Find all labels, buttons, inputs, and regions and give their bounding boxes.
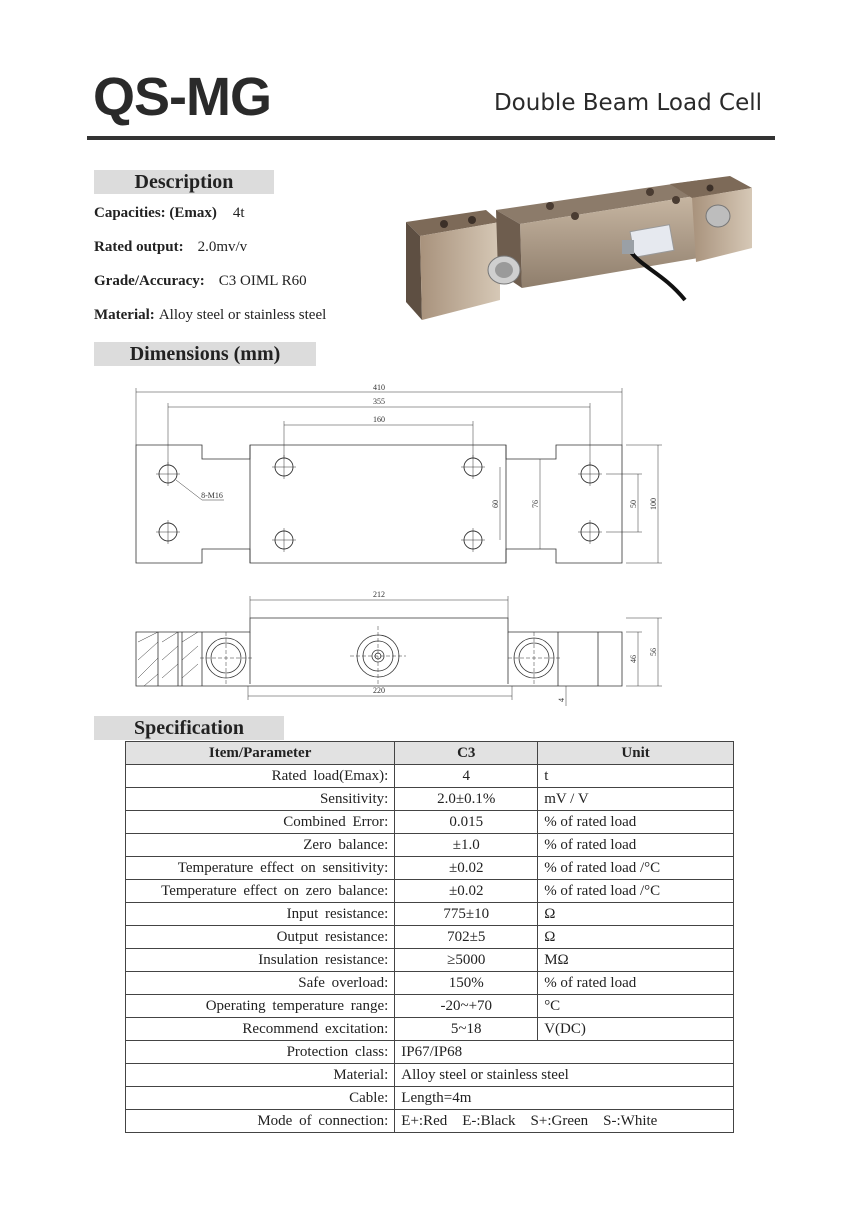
param-cell: Sensitivity:	[126, 788, 395, 811]
merged-value-cell: E+:Red E-:Black S+:Green S-:White	[395, 1110, 734, 1133]
table-row	[126, 834, 734, 857]
dim-50: 50	[629, 500, 638, 508]
merged-value-cell: Alloy steel or stainless steel	[395, 1064, 734, 1087]
dim-410: 410	[373, 383, 385, 392]
desc-value: 4t	[232, 205, 245, 221]
dim-355: 355	[373, 397, 385, 406]
dim-56: 56	[649, 648, 658, 656]
param-cell: Operating temperature range:	[126, 995, 395, 1018]
unit-cell: % of rated load /°C	[538, 880, 734, 903]
value-cell: 702±5	[395, 926, 538, 949]
merged-value-cell: Length=4m	[395, 1087, 734, 1110]
section-description: Description	[94, 170, 274, 194]
dim-160: 160	[373, 415, 385, 424]
value-cell: ±0.02	[395, 880, 538, 903]
value-cell: -20~+70	[395, 995, 538, 1018]
dim-8m16: 8-M16	[201, 491, 223, 500]
unit-cell: % of rated load /°C	[538, 857, 734, 880]
desc-rated-output	[94, 239, 247, 256]
header-item: Item/Parameter	[126, 742, 395, 765]
value-cell: 5~18	[395, 1018, 538, 1041]
table-row	[126, 1041, 734, 1064]
value-cell: 4	[395, 765, 538, 788]
param-cell: Rated load(Emax):	[126, 765, 395, 788]
unit-cell: MΩ	[538, 949, 734, 972]
param-cell: Zero balance:	[126, 834, 395, 857]
section-specification: Specification	[94, 716, 284, 740]
param-cell: Mode of connection:	[126, 1110, 395, 1133]
table-row	[126, 1110, 734, 1133]
unit-cell: °C	[538, 995, 734, 1018]
unit-cell: % of rated load	[538, 972, 734, 995]
desc-label: Capacities: (Emax)	[94, 205, 217, 221]
param-cell: Input resistance:	[126, 903, 395, 926]
dim-212: 212	[373, 590, 385, 599]
spec-table	[125, 741, 734, 1133]
dim-46: 46	[629, 655, 638, 663]
dim-76: 76	[531, 500, 540, 508]
param-cell: Temperature effect on zero balance:	[126, 880, 395, 903]
value-cell: ±1.0	[395, 834, 538, 857]
header-unit: Unit	[538, 742, 734, 765]
header-c3: C3	[395, 742, 538, 765]
unit-cell: V(DC)	[538, 1018, 734, 1041]
table-row	[126, 1018, 734, 1041]
param-cell: Output resistance:	[126, 926, 395, 949]
param-cell: Cable:	[126, 1087, 395, 1110]
table-row	[126, 788, 734, 811]
desc-label: Rated output:	[94, 239, 184, 255]
value-cell: 2.0±0.1%	[395, 788, 538, 811]
desc-capacity	[94, 205, 245, 222]
table-row	[126, 949, 734, 972]
merged-value-cell: IP67/IP68	[395, 1041, 734, 1064]
table-row	[126, 857, 734, 880]
table-row	[126, 903, 734, 926]
desc-label: Grade/Accuracy:	[94, 273, 205, 289]
unit-cell: Ω	[538, 926, 734, 949]
param-cell: Combined Error:	[126, 811, 395, 834]
table-row	[126, 880, 734, 903]
value-cell: 150%	[395, 972, 538, 995]
dim-100: 100	[649, 498, 658, 510]
table-row	[126, 972, 734, 995]
value-cell: 0.015	[395, 811, 538, 834]
dim-60: 60	[491, 500, 500, 508]
unit-cell: t	[538, 765, 734, 788]
value-cell: ≥5000	[395, 949, 538, 972]
unit-cell: % of rated load	[538, 834, 734, 857]
table-row	[126, 995, 734, 1018]
table-row	[126, 811, 734, 834]
desc-value: Alloy steel or stainless steel	[158, 307, 327, 323]
header-rule	[87, 136, 775, 140]
desc-material	[94, 307, 326, 324]
table-header-row	[126, 742, 734, 765]
desc-value: 2.0mv/v	[197, 239, 248, 255]
desc-label: Material:	[94, 307, 155, 323]
product-subtitle: Double Beam Load Cell	[493, 90, 762, 116]
table-row	[126, 765, 734, 788]
table-row	[126, 1087, 734, 1110]
table-row	[126, 1064, 734, 1087]
desc-value: C3 OIML R60	[218, 273, 307, 289]
param-cell: Recommend excitation:	[126, 1018, 395, 1041]
desc-grade	[94, 273, 307, 290]
param-cell: Protection class:	[126, 1041, 395, 1064]
section-dimensions: Dimensions (mm)	[94, 342, 316, 366]
unit-cell: % of rated load	[538, 811, 734, 834]
param-cell: Temperature effect on sensitivity:	[126, 857, 395, 880]
param-cell: Insulation resistance:	[126, 949, 395, 972]
table-row	[126, 926, 734, 949]
dim-4: 4	[557, 698, 566, 702]
value-cell: 775±10	[395, 903, 538, 926]
param-cell: Material:	[126, 1064, 395, 1087]
unit-cell: Ω	[538, 903, 734, 926]
load-cell-photo	[400, 172, 760, 322]
value-cell: ±0.02	[395, 857, 538, 880]
model-title: QS-MG	[93, 67, 271, 127]
param-cell: Safe overload:	[126, 972, 395, 995]
dim-220: 220	[373, 686, 385, 695]
unit-cell: mV / V	[538, 788, 734, 811]
dimension-drawing	[128, 380, 668, 710]
